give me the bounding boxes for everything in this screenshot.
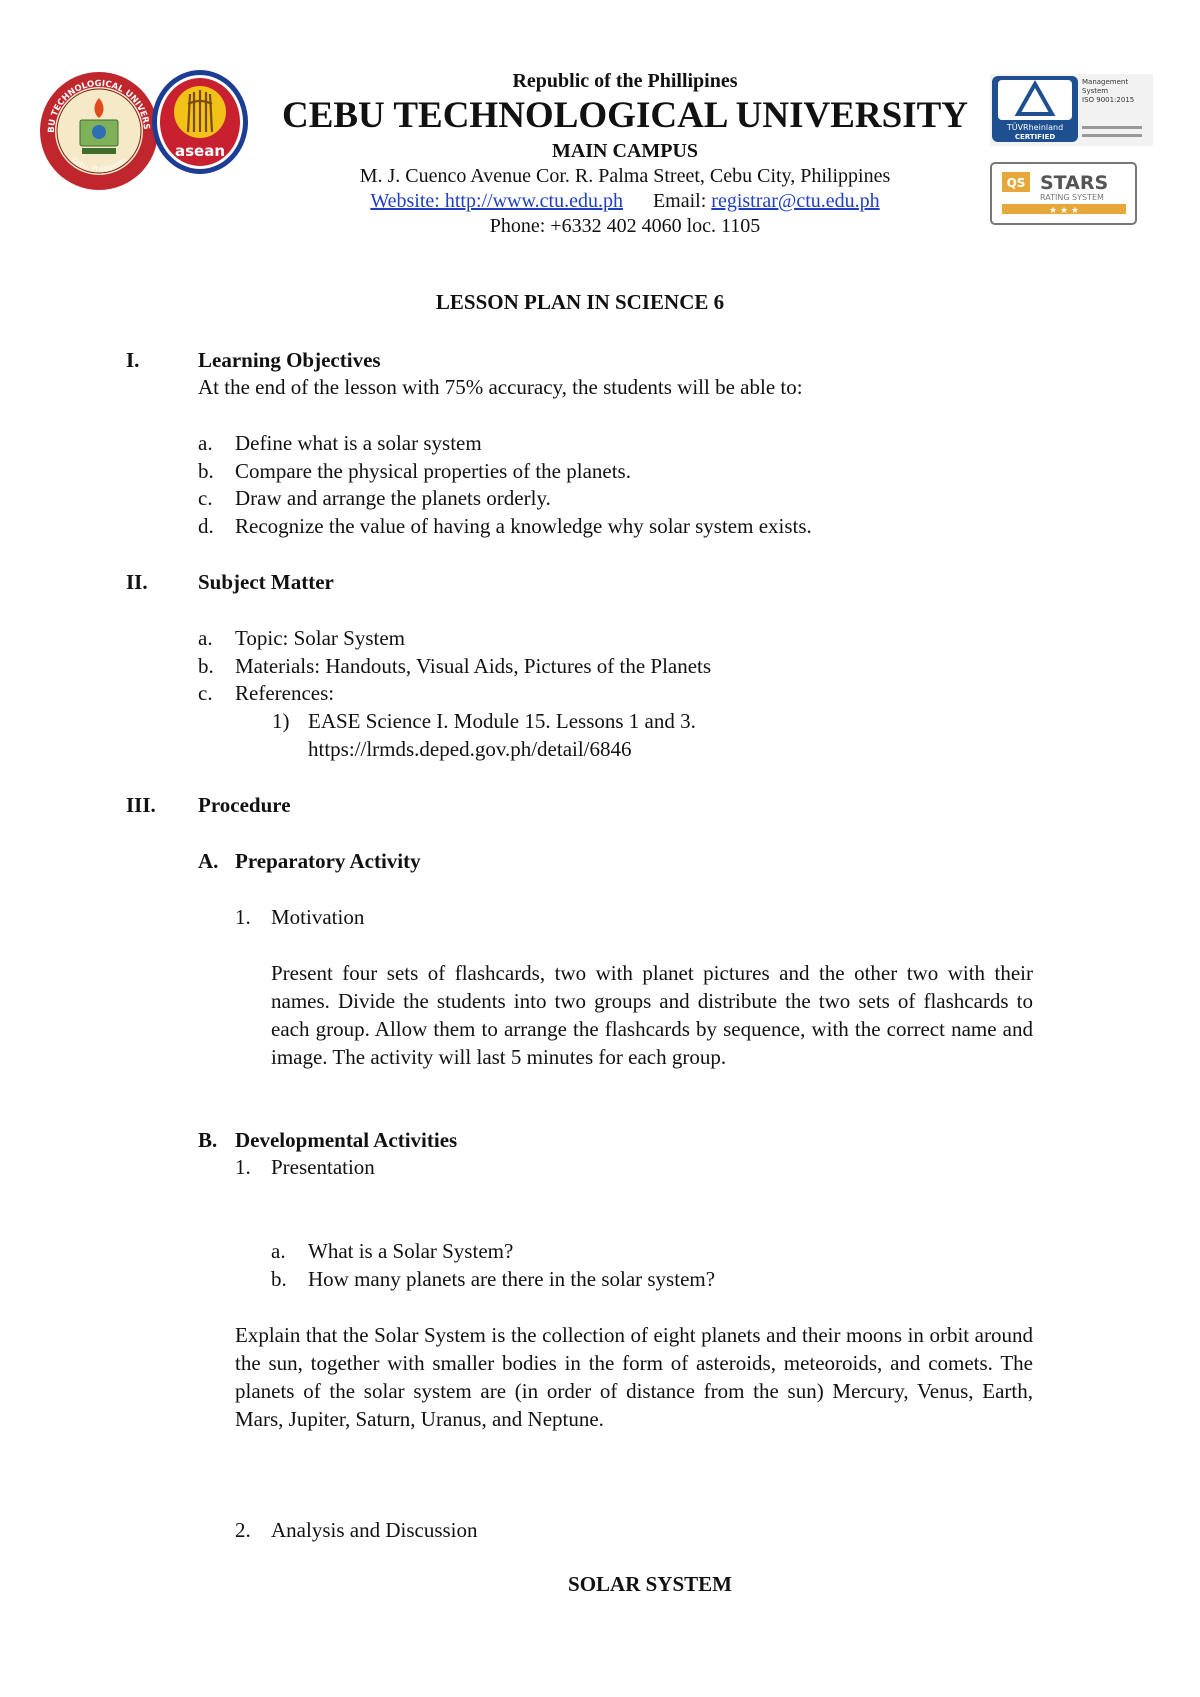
email-link[interactable]: registrar@ctu.edu.ph (711, 190, 880, 212)
question-b-letter: b. (271, 1267, 287, 1291)
motivation-paragraph: Present four sets of flashcards, two with planet pictures and the other two with their names. Divide the students into two groups and distribute the two sets of flashcards to each group. Allow them to arrange the flashcards by sequence, with the correct name and image. The activity will last 5 minutes for each group. (271, 961, 1033, 1069)
seal-top-text: BU TECHNOLOGICAL UNIVERS (46, 78, 152, 133)
tuv-certification-logo (990, 74, 1153, 146)
asean-text: asean (174, 142, 226, 160)
campus-name: MAIN CAMPUS (551, 140, 699, 162)
solar-system-heading: SOLAR SYSTEM (568, 1572, 732, 1596)
qs-badge: QS (1006, 176, 1026, 190)
subject-c-text: References: (235, 681, 335, 705)
analysis-label: Analysis and Discussion (271, 1518, 478, 1542)
republic-line: Republic of the Phillipines (512, 70, 738, 92)
address-line: M. J. Cuenco Avenue Cor. R. Palma Street, Cebu City, Philippines (359, 165, 891, 187)
section3-numeral: III. (126, 793, 156, 817)
motivation-label: Motivation (271, 905, 365, 929)
subject-a-letter: a. (198, 626, 213, 650)
objective-c-text: Draw and arrange the planets orderly. (235, 486, 551, 510)
reference-number: 1) (272, 709, 290, 733)
partA-heading: Preparatory Activity (235, 849, 421, 873)
seal-bottom-text: Cebu, Philippines (70, 155, 128, 174)
question-a-letter: a. (271, 1239, 286, 1263)
partB-letter: B. (198, 1128, 218, 1152)
subject-a-text: Topic: Solar System (235, 626, 406, 650)
contact-line (280, 190, 970, 213)
section2-heading: Subject Matter (198, 570, 334, 594)
objective-a-letter: a. (198, 431, 213, 455)
subject-c-letter: c. (198, 681, 213, 705)
objective-d-text: Recognize the value of having a knowledge why solar system exists. (235, 514, 812, 538)
partA-letter: A. (198, 849, 219, 873)
objective-b-letter: b. (198, 459, 214, 483)
phone-line: Phone: +6332 402 4060 loc. 1105 (489, 215, 761, 237)
tuv-certified: CERTIFIED (1014, 133, 1056, 141)
tuv-side-2: System (1082, 87, 1109, 95)
subject-b-letter: b. (198, 654, 214, 678)
objective-c-letter: c. (198, 486, 213, 510)
section1-intro: At the end of the lesson with 75% accuracy, the students will be able to: (198, 375, 803, 399)
tuv-side-3: ISO 9001:2015 (1082, 96, 1135, 104)
university-name: CEBU TECHNOLOGICAL UNIVERSITY (281, 95, 969, 136)
explanation-paragraph: Explain that the Solar System is the collection of eight planets and their moons in orbit around the sun, together with smaller bodies in the form of asteroids, meteoroids, and comets. The planets of the solar system are (in order of distance from the sun) Mercury, Venus, Earth, Mars, Jupiter, Saturn, Uranus, and Neptune. (235, 1323, 1033, 1431)
tuv-label: TÜVRheinland (1006, 123, 1064, 132)
lesson-title: LESSON PLAN IN SCIENCE 6 (435, 290, 725, 314)
subject-b-text: Materials: Handouts, Visual Aids, Pictures of the Planets (235, 654, 712, 678)
section1-heading: Learning Objectives (198, 348, 381, 372)
presentation-label: Presentation (271, 1155, 375, 1179)
question-a-text: What is a Solar System? (308, 1239, 514, 1263)
reference-line-2[interactable]: https://lrmds.deped.gov.ph/detail/6846 (308, 737, 632, 761)
objective-b-text: Compare the physical properties of the planets. (235, 459, 631, 483)
website-link[interactable]: Website: http://www.ctu.edu.ph (370, 190, 623, 212)
section2-numeral: II. (126, 570, 148, 594)
qs-sub-text: RATING SYSTEM (1040, 193, 1104, 202)
section3-heading: Procedure (198, 793, 291, 817)
presentation-number: 1. (235, 1155, 251, 1179)
objective-a-text: Define what is a solar system (235, 431, 482, 455)
motivation-number: 1. (235, 905, 251, 929)
tuv-side-1: Management (1082, 78, 1129, 86)
section1-numeral: I. (126, 348, 140, 372)
qs-stars-text: STARS (1040, 172, 1109, 194)
partB-heading: Developmental Activities (235, 1128, 458, 1152)
objective-d-letter: d. (198, 514, 214, 538)
asean-logo (150, 68, 250, 176)
qs-rating: ★ ★ ★ (1049, 206, 1079, 216)
analysis-number: 2. (235, 1518, 251, 1542)
question-b-text: How many planets are there in the solar system? (308, 1267, 716, 1291)
reference-line-1: EASE Science I. Module 15. Lessons 1 and 3. (308, 709, 696, 733)
qs-stars-logo (990, 162, 1137, 225)
ctu-seal-logo (38, 70, 160, 192)
email-label: Email: (652, 190, 712, 212)
